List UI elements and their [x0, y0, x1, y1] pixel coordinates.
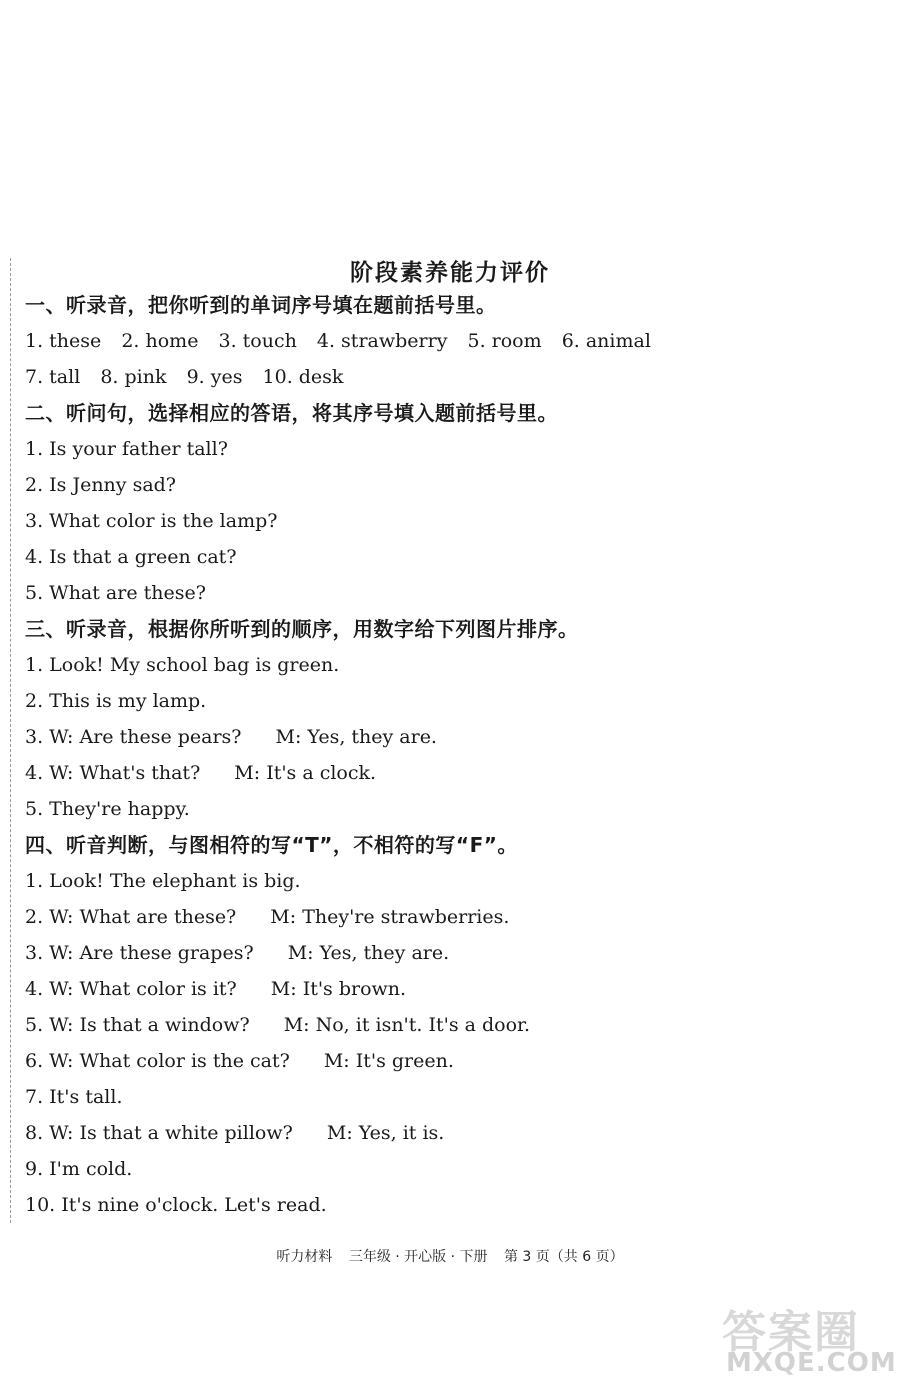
dialogue-part-a: 2. This is my lamp. — [25, 690, 207, 712]
page-footer — [0, 1246, 900, 1266]
dialogue-line — [25, 1007, 885, 1043]
dialogue-part-b: M: It's a clock. — [234, 762, 377, 784]
question-line: 4. Is that a green cat? — [25, 546, 237, 568]
dialogue-line — [25, 755, 885, 791]
question-line: 3. What color is the lamp? — [25, 510, 278, 532]
dialogue-line — [25, 1187, 885, 1223]
question-line: 5. What are these? — [25, 582, 206, 604]
dialogue-part-a: 4. W: What's that? — [25, 762, 201, 784]
dialogue-line — [25, 1115, 885, 1151]
dialogue-part-a: 3. W: Are these grapes? — [25, 942, 254, 964]
dialogue-part-a: 6. W: What color is the cat? — [25, 1050, 290, 1072]
question-line: 2. Is Jenny sad? — [25, 474, 176, 496]
dialogue-part-a: 10. It's nine o'clock. Let's read. — [25, 1194, 327, 1216]
dialogue-part-a: 2. W: What are these? — [25, 906, 237, 928]
dialogue-line — [25, 935, 885, 971]
watermark-text-top: 答案圈 — [722, 1307, 860, 1358]
question-line: 1. Is your father tall? — [25, 438, 228, 460]
word-item: 5. room — [467, 330, 542, 352]
word-item: 7. tall — [25, 366, 81, 388]
dialogue-line — [25, 899, 885, 935]
footer-material: 听力材料 — [276, 1249, 333, 1265]
word-row-1 — [25, 323, 885, 359]
dialogue-part-a: 5. W: Is that a window? — [25, 1014, 250, 1036]
dialogue-part-b: M: Yes, they are. — [287, 942, 450, 964]
dialogue-part-a: 4. W: What color is it? — [25, 978, 237, 1000]
dialogue-line — [25, 971, 885, 1007]
dialogue-line — [25, 1079, 885, 1115]
footer-edition: 三年级 · 开心版 · 下册 — [348, 1249, 488, 1265]
dialogue-part-a: 1. Look! My school bag is green. — [25, 654, 340, 676]
dialogue-part-b: M: They're strawberries. — [270, 906, 510, 928]
section-4-heading: 四、听音判断，与图相符的写“T”，不相符的写“F”。 — [25, 833, 518, 857]
word-item: 4. strawberry — [316, 330, 448, 352]
word-item: 10. desk — [262, 366, 344, 388]
word-item: 9. yes — [186, 366, 243, 388]
page-title: 阶段素养能力评价 — [350, 260, 550, 286]
dialogue-line — [25, 683, 885, 719]
watermark-text-bottom: MXQE.COM — [726, 1348, 897, 1378]
dialogue-part-b: M: It's brown. — [270, 978, 407, 1000]
dialogue-part-b: M: Yes, it is. — [326, 1122, 445, 1144]
dialogue-part-a: 5. They're happy. — [25, 798, 190, 820]
dialogue-part-b: M: No, it isn't. It's a door. — [283, 1014, 531, 1036]
watermark-logo — [722, 1296, 897, 1384]
dialogue-part-a: 1. Look! The elephant is big. — [25, 870, 301, 892]
word-item: 6. animal — [561, 330, 651, 352]
word-item: 3. touch — [218, 330, 297, 352]
listening-material — [25, 287, 885, 1223]
section-3-heading: 三、听录音，根据你所听到的顺序，用数字给下列图片排序。 — [25, 617, 579, 641]
word-item: 1. these — [25, 330, 102, 352]
footer-page-number: 第 3 页（共 6 页） — [503, 1249, 624, 1265]
dialogue-line — [25, 791, 885, 827]
dialogue-part-a: 3. W: Are these pears? — [25, 726, 242, 748]
dialogue-part-b: M: It's green. — [323, 1050, 454, 1072]
word-item: 8. pink — [100, 366, 167, 388]
margin-line — [10, 258, 11, 1223]
section-1-heading: 一、听录音，把你听到的单词序号填在题前括号里。 — [25, 293, 497, 317]
word-item: 2. home — [121, 330, 199, 352]
dialogue-line — [25, 1043, 885, 1079]
dialogue-line — [25, 1151, 885, 1187]
dialogue-part-b: M: Yes, they are. — [275, 726, 437, 748]
dialogue-part-a: 9. I'm cold. — [25, 1158, 133, 1180]
dialogue-part-a: 7. It's tall. — [25, 1086, 123, 1108]
section-2-heading: 二、听问句，选择相应的答语，将其序号填入题前括号里。 — [25, 401, 558, 425]
dialogue-line — [25, 719, 885, 755]
word-row-2 — [25, 359, 885, 395]
dialogue-part-a: 8. W: Is that a white pillow? — [25, 1122, 293, 1144]
dialogue-line — [25, 647, 885, 683]
dialogue-line — [25, 863, 885, 899]
